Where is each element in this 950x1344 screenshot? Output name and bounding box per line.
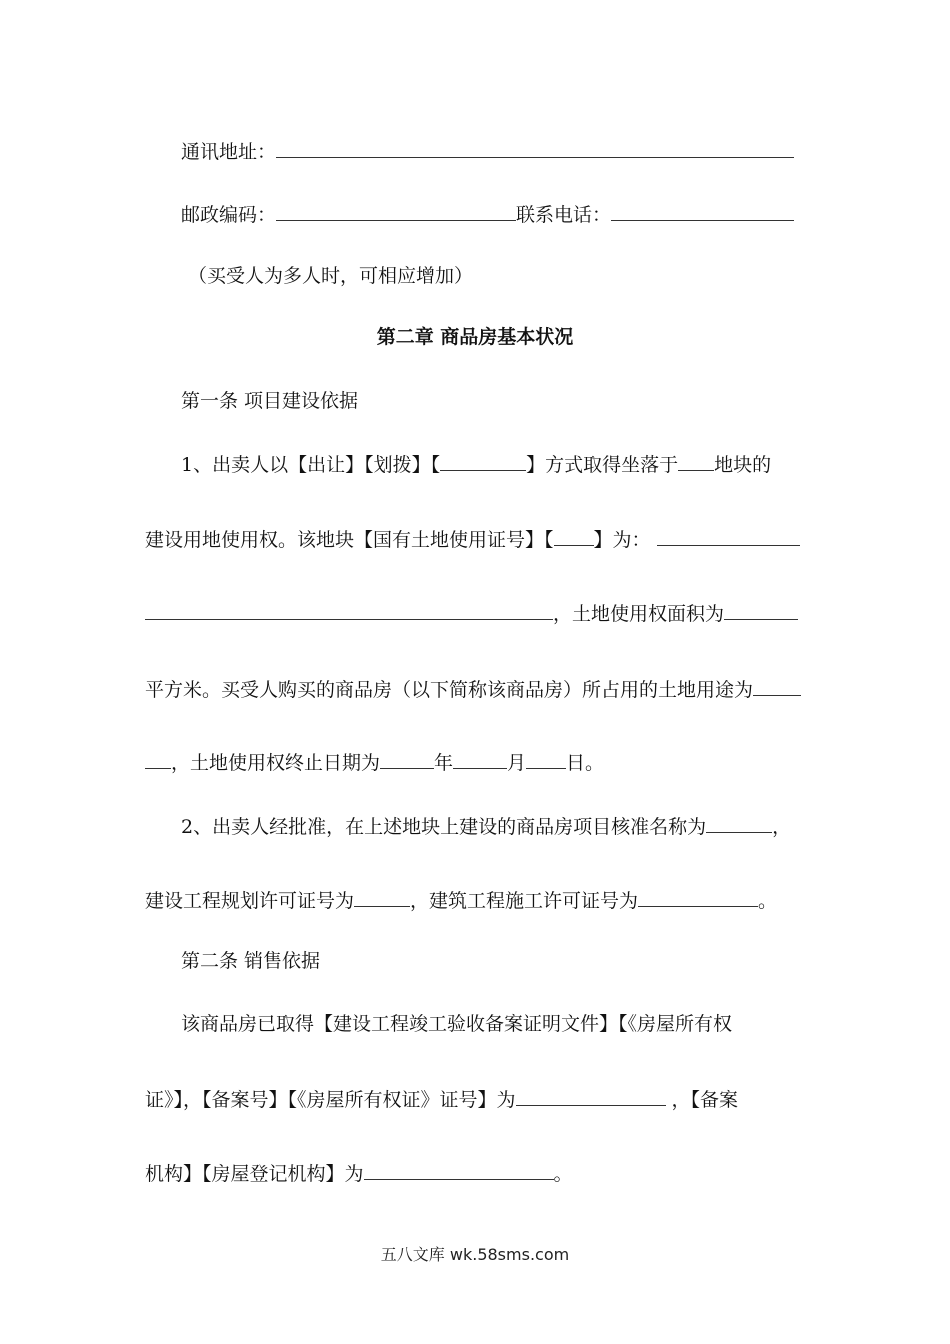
postcode-blank[interactable] [276,200,516,221]
address-row [181,137,794,165]
address-label: 通讯地址： [181,141,277,163]
land-use-cont-blank[interactable] [145,748,171,769]
postcode-phone-row [181,200,794,228]
item-number: 1 [181,454,194,476]
land-area-blank[interactable] [724,599,798,620]
article-2-line-3 [145,1159,573,1187]
end-month-blank[interactable] [453,748,507,769]
article-2-line-2 [145,1085,738,1113]
text-segment: ，建筑工程施工许可证号为 [410,890,639,912]
land-use-blank[interactable] [753,675,801,696]
planning-permit-blank[interactable] [354,886,410,907]
end-year-blank[interactable] [380,748,434,769]
address-blank[interactable] [276,137,794,158]
text-segment: 日。 [566,752,605,774]
land-cert-number-blank[interactable] [657,525,800,546]
item-number: 2 [181,816,194,838]
text-segment: 】方式取得坐落于 [526,454,679,476]
postcode-label: 邮政编码： [181,204,277,226]
chapter-title: 第二章 商品房基本状况 [376,326,574,348]
buyer-note: （买受人为多人时，可相应增加） [188,265,474,287]
article-1-para-1-line-1 [181,450,771,478]
text-segment: ，【备案 [671,1089,739,1111]
end-day-blank[interactable] [526,748,566,769]
text-segment: ，土地使用权面积为 [553,603,725,625]
article-2-title: 第二条 销售依据 [181,950,321,972]
article-1-para-1-line-3 [145,599,798,627]
article-1-para-2-line-1 [181,812,791,840]
text-segment: 、出卖人以【出让】【划拨】【 [193,454,441,476]
article-1-para-2-line-2 [145,886,777,914]
article-1-para-1-line-5 [145,748,604,776]
construction-permit-blank[interactable] [638,886,758,907]
article-1-para-1-line-4 [145,675,801,703]
article-1-title: 第一条 项目建设依据 [181,390,359,412]
article-2-line-1: 该商品房已取得【建设工程竣工验收备案证明文件】【《房屋所有权 [181,1013,733,1035]
project-name-blank[interactable] [706,812,772,833]
land-cert-number-cont-blank[interactable] [145,599,553,620]
location-blank[interactable] [678,450,714,471]
text-segment: 证》】，【备案号】【《房屋所有权证》证号】为 [145,1089,516,1111]
registry-institution-blank[interactable] [364,1159,554,1180]
text-segment: 建设用地使用权。该地块【国有土地使用证号】【 [145,529,554,551]
land-cert-type-blank[interactable] [554,525,594,546]
phone-label: 联系电话： [516,204,612,226]
text-segment: 。 [758,890,778,912]
phone-blank[interactable] [611,200,794,221]
record-number-blank[interactable] [516,1085,666,1106]
text-segment: 建设工程规划许可证号为 [145,890,355,912]
footer-watermark: 五八文库 wk.58sms.com [380,1245,570,1264]
text-segment: 机构】【房屋登记机构】为 [145,1163,364,1185]
acquisition-method-blank[interactable] [440,450,526,471]
text-segment: ， [772,816,792,838]
article-1-para-1-line-2 [145,525,800,553]
text-segment: 。 [553,1163,573,1185]
text-segment: 】为： [593,529,651,551]
text-segment: 月 [507,752,527,774]
text-segment: 、出卖人经批准，在上述地块上建设的商品房项目核准名称为 [193,816,707,838]
text-segment: ，土地使用权终止日期为 [171,752,381,774]
text-segment: 平方米。买受人购买的商品房（以下简称该商品房）所占用的土地用途为 [145,679,754,701]
text-segment: 年 [434,752,454,774]
text-segment: 地块的 [714,454,772,476]
